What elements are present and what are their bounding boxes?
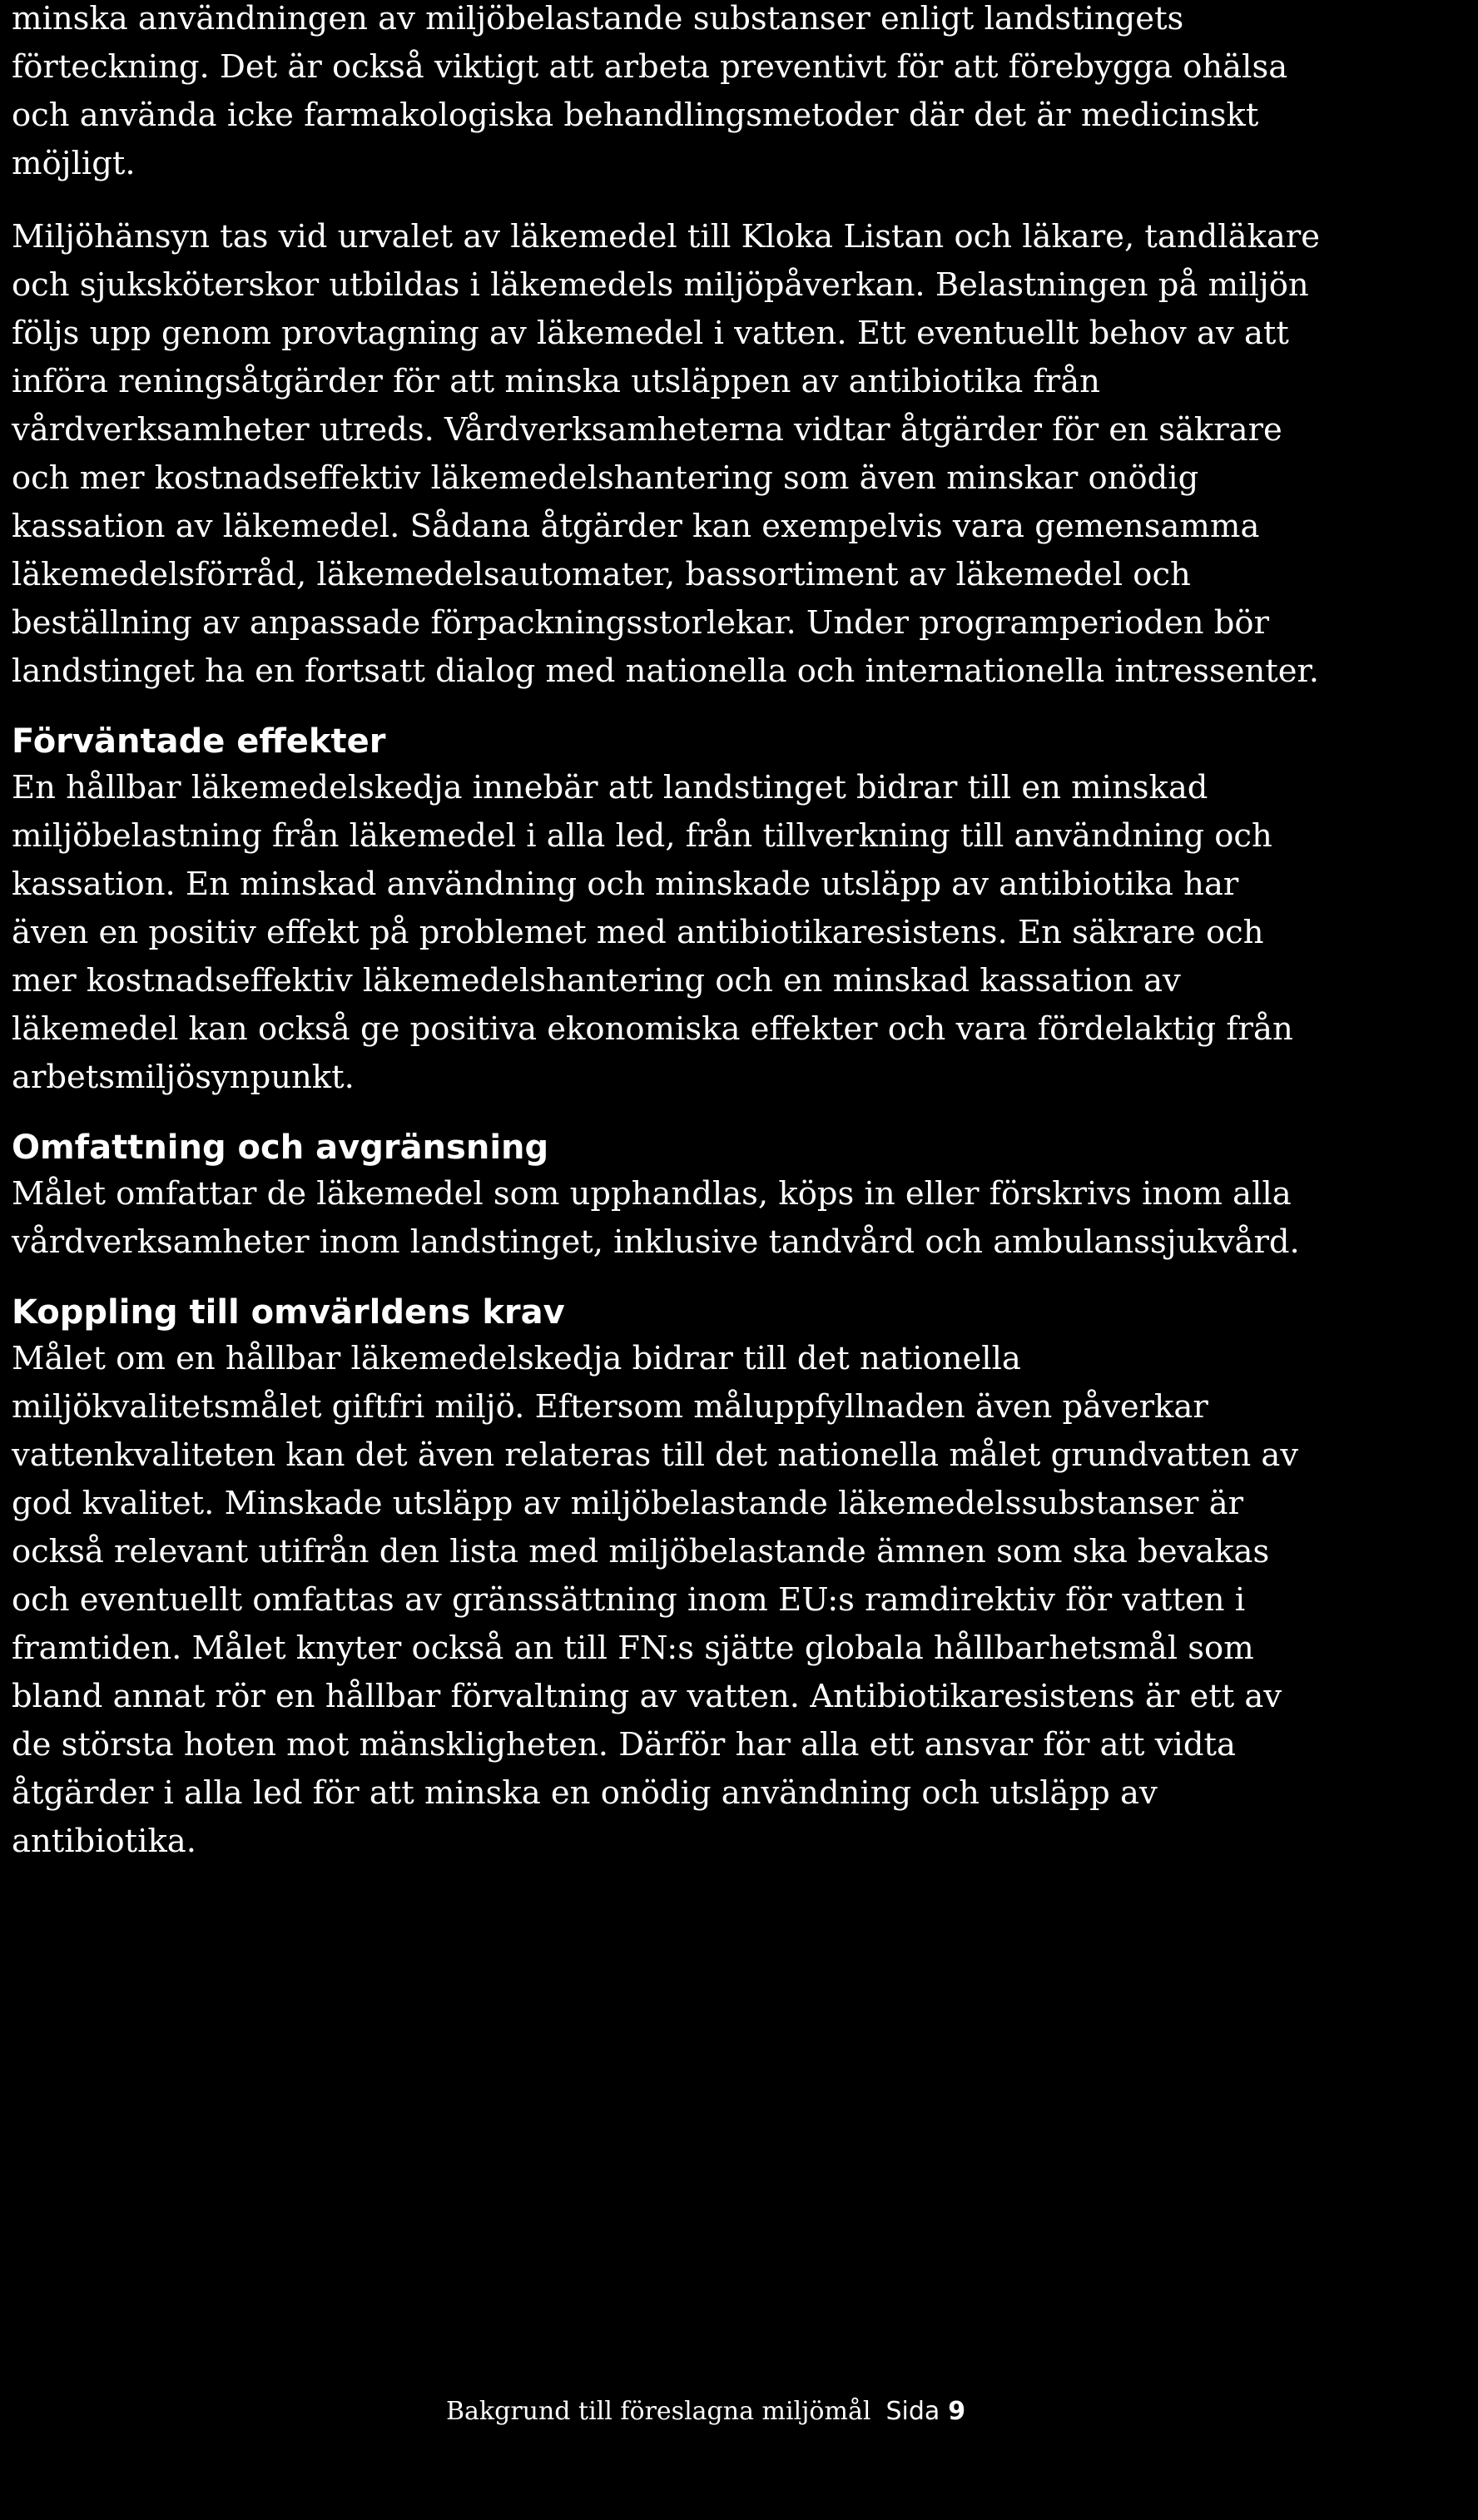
document-body	[12, 0, 1473, 1866]
footer-page-label: Sida	[885, 2397, 940, 2426]
section-spacer	[12, 1102, 1473, 1125]
document-page	[12, 0, 1473, 2520]
footer-page-number: 9	[948, 2397, 966, 2426]
page-footer	[446, 2397, 965, 2438]
paragraph-omfattning: Målet omfattar de läkemedel som upphandlas, köps in eller förskrivs inom alla vårdverksamheter inom landstinget, inklusive tandvård och ambulanssjukvård.	[12, 1175, 1300, 1261]
paragraph-koppling: Målet om en hållbar läkemedelskedja bidrar till det nationella miljökvalitetsmålet giftfri miljö. Eftersom måluppfyllnaden även påverkar vattenkvaliteten kan det även relateras till det nationella målet grundvatten av god kvalitet. Minskade utsläpp av miljöbelastande läkemedelssubstanser är också relevant utifrån den lista med miljöbelastande ämnen som ska bevakas och eventuellt omfattas av gränssättning inom EU:s ramdirektiv för vatten i framtiden. Målet knyter också an till FN:s sjätte globala hållbarhetsmål som bland annat rör en hållbar förvaltning av vatten. Antibiotikaresistens är ett av de största hoten mot mänskligheten. Därför har alla ett ansvar för att vidta åtgärder i alla led för att minska en onödig användning och utsläpp av antibiotika.	[12, 1340, 1299, 1860]
heading-koppling: Koppling till omvärldens krav	[12, 1293, 565, 1332]
footer-document-title: Bakgrund till föreslagna miljömål	[446, 2397, 871, 2426]
paragraph-intro-tail: minska användningen av miljöbelastande substanser enligt landstingets förteckning. Det är också viktigt att arbeta preventivt för att förebygga ohälsa och använda icke farmakologiska behandlingsmetoder där det är medicinskt möjligt.	[12, 0, 1288, 182]
heading-forvantade-effekter: Förväntade effekter	[12, 722, 386, 761]
section-spacer	[12, 696, 1473, 719]
section-spacer	[12, 1267, 1473, 1290]
paragraph-forvantade-effekter: En hållbar läkemedelskedja innebär att landstinget bidrar till en minskad miljöbelastning från läkemedel i alla led, från tillverkning till användning och kassation. En minskad användning och minskade utsläpp av antibiotika har även en positiv effekt på problemet med antibiotikaresistens. En säkrare och mer kostnadseffektiv läkemedelshantering och en minskad kassation av läkemedel kan också ge positiva ekonomiska effekter och vara fördelaktig från arbetsmiljösynpunkt.	[12, 769, 1293, 1096]
heading-omfattning: Omfattning och avgränsning	[12, 1129, 549, 1167]
paragraph-spacer	[12, 188, 1473, 213]
paragraph-miljohansyn: Miljöhänsyn tas vid urvalet av läkemedel till Kloka Listan och läkare, tandläkare och sjuksköterskor utbildas i läkemedels miljöpåverkan. Belastningen på miljön följs upp genom provtagning av läkemedel i vatten. Ett eventuellt behov av att införa reningsåtgärder för att minska utsläppen av antibiotika från vårdverksamheter utreds. Vårdverksamheterna vidtar åtgärder för en säkrare och mer kostnadseffektiv läkemedelshantering som även minskar onödig kassation av läkemedel. Sådana åtgärder kan exempelvis vara gemensamma läkemedelsförråd, läkemedelsautomater, bassortiment av läkemedel och beställning av anpassade förpackningsstorlekar. Under programperioden bör landstinget ha en fortsatt dialog med nationella och internationella intressenter.	[12, 218, 1321, 690]
